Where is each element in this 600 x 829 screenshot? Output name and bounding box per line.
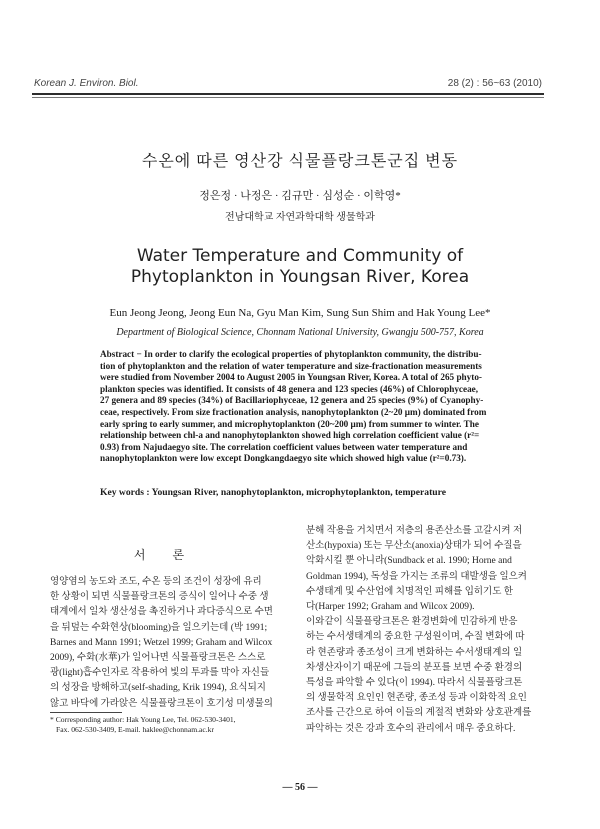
footnote-line: Fax. 062-530-3409, E-mail. haklee@chonnam.ac.kr <box>56 724 214 734</box>
english-title-line: Water Temperature and Community of <box>136 246 464 266</box>
body-line: 악화시킬 뿐 아니라(Sundback et al. 1990; Horne and <box>306 556 512 567</box>
english-authors: Eun Jeong Jeong, Jeong Eun Na, Gyu Man Kim, Sung Sun Shim and Hak Young Lee* <box>109 307 491 319</box>
body-line: 2009), 수화(水華)가 일어나면 식물플랑크톤은 스스로 <box>50 653 266 664</box>
footnote-line: * Corresponding author: Hak Young Lee, Tel. 062-530-3401, <box>50 715 236 724</box>
body-line: 조사를 근간으로 하여 이들의 계절적 변화와 상호관계를 <box>306 708 532 719</box>
footnote-rule <box>50 712 122 713</box>
body-line: 의 생물학적 요인인 현존량, 종조성 등과 이화학적 요인 <box>306 693 527 704</box>
body-line: Barnes and Mann 1991; Wetzel 1999; Graham and Wilcox <box>50 637 273 648</box>
abstract-line: nanophytoplankton were low except Dongkangdaegyo site which showed high value (r²=0.73). <box>100 453 467 464</box>
korean-authors: 정은정 · 나정은 · 김규만 · 심성순 · 이학영* <box>199 190 401 202</box>
running-header <box>32 74 544 94</box>
body-line: 분해 작용을 거치면서 저층의 용존산소를 고갈시켜 저 <box>306 526 523 536</box>
korean-affiliation: 전남대학교 자연과학대학 생물학과 <box>225 212 375 223</box>
body-line: 산소(hypoxia) 또는 무산소(anoxia)상태가 되어 수질을 <box>306 541 522 552</box>
body-line: 특성을 파악할 수 있다(이 1994). 따라서 식물플랑크톤 <box>306 678 523 689</box>
english-affiliation: Department of Biological Science, Chonnam National University, Gwangju 500-757, Korea <box>116 327 484 338</box>
body-line: 영양염의 농도와 조도, 수온 등의 조건이 성장에 유리 <box>50 577 262 587</box>
body-line: 수생태계 및 수산업에 치명적인 피해를 입히기도 한 <box>306 586 513 597</box>
abstract-line: 27 genera and 89 species (34%) of Bacillariophyceae, 12 genera and 25 species (9%) of Cyanophy- <box>100 395 484 406</box>
abstract-line: plankton species was identified. It consists of 48 genera and 123 species (46%) of Chlorophyceae, <box>100 383 479 394</box>
body-line: 하는 수서생태계의 중요한 구성원이며, 수질 변화에 따 <box>306 632 525 643</box>
abstract-line: early spring to early summer, and microphytoplankton (20~200 μm) from summer to winter. The <box>100 418 479 429</box>
journal-name: Korean J. Environ. Biol. <box>34 78 139 89</box>
english-title <box>60 246 540 288</box>
body-line: 다(Harper 1992; Graham and Wilcox 2009). <box>306 602 475 613</box>
body-line: 광(light)흡수인자로 작용하여 빛의 투과를 막아 자신들 <box>50 668 270 679</box>
body-line: 차생산자이기 때문에 그들의 분포를 보면 수중 환경의 <box>306 662 523 673</box>
footnote <box>50 715 236 734</box>
abstract-line: relationship between chl-a and nanophytoplankton showed high correlation coefficient value (r²= <box>100 430 480 441</box>
body-line: 을 뒤덮는 수화현상(blooming)을 일으키는데 (박 1991; <box>50 622 268 633</box>
english-title-line: Phytoplankton in Youngsan River, Korea <box>130 267 470 287</box>
body-line: 이와같이 식물플랑크톤은 환경변화에 민감하게 반응 <box>306 617 518 628</box>
korean-title: 수온에 따른 영산강 식물플랑크톤군집 변동 <box>141 153 459 170</box>
header-rule <box>32 93 544 95</box>
section-title: 서 론 <box>133 548 197 562</box>
body-line: 태계에서 일차 생산성을 촉진하거나 과다증식으로 수면 <box>50 607 273 618</box>
abstract-line: 0.93) from Najudaegyo site. The correlation coefficient values between water temperature and <box>100 441 468 452</box>
abstract-line: ceae, respectively. From size fractionation analysis, nanophytoplankton (2~20 μm) dominated from <box>100 406 487 417</box>
body-line: 한 상황이 되면 식물플랑크톤의 증식이 일어나 수중 생 <box>50 592 269 603</box>
volume-pages: 28 (2) : 56~63 (2010) <box>447 78 542 89</box>
abstract-line: Abstract − In order to clarify the ecological properties of phytoplankton community, the distribu- <box>100 349 482 359</box>
page-number: — 56 — <box>282 782 318 793</box>
body-line: 파악하는 것은 강과 호수의 관리에서 매우 중요하다. <box>306 723 516 734</box>
abstract-line: were studied from November 2004 to August 2005 in Youngsan River, Korea. A total of 265 phyto- <box>100 372 482 383</box>
header-rule-thin <box>32 97 544 98</box>
body-line: 의 성장을 방해하고(self-shading, Krik 1994), 요식되지 <box>50 683 266 694</box>
right-column <box>306 524 554 737</box>
left-column <box>50 575 290 712</box>
body-line: 라 현존량과 종조성이 크게 변화하는 수서생태계의 일 <box>306 647 523 658</box>
abstract-line: tion of phytoplankton and the relation of water temperature and size-fractionation measurements <box>100 360 482 371</box>
abstract <box>100 349 530 465</box>
body-line: 않고 바닥에 가라앉은 식물플랑크톤이 호기성 미생물의 <box>50 698 273 709</box>
body-line: Goldman 1994), 독성을 가지는 조류의 대발생을 일으켜 <box>306 571 527 582</box>
keywords: Key words : Youngsan River, nanophytoplankton, microphytoplankton, temperature <box>100 487 446 498</box>
